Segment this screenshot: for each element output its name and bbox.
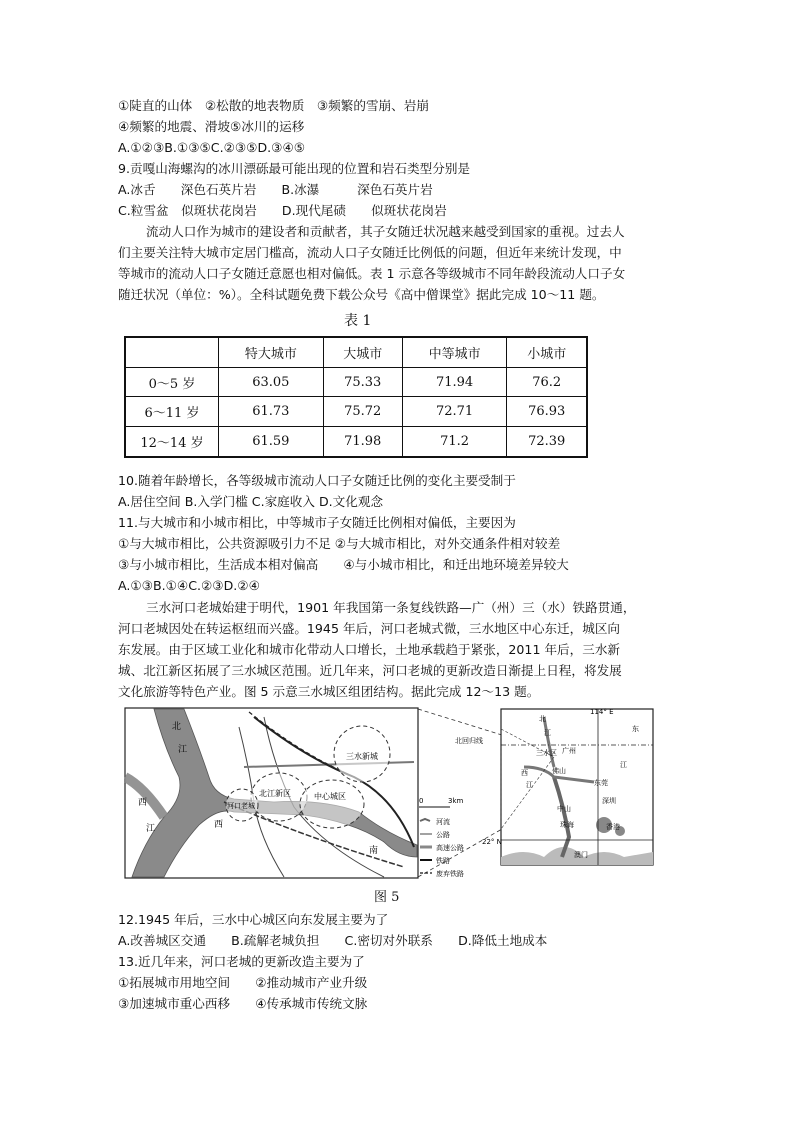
table-row (125, 427, 587, 457)
inset-place: 东莞 (594, 779, 608, 787)
table-cell: 0～5 岁 (125, 367, 219, 397)
label-beijiang-new: 北江新区 (259, 789, 291, 798)
inset-map-frame (501, 709, 653, 865)
q9-choices-line1: A.冰舌 深色石英片岩 B.冰瀑 深色石英片岩 (118, 182, 433, 197)
table-header-cell: 特大城市 (219, 337, 324, 367)
passage1-line2: 们主要关注特大城市定居门槛高，流动人口子女随迁比例低的问题，但近年来统计发现，中 (118, 245, 622, 260)
legend-river: 河流 (436, 818, 450, 826)
q8-choices: A.①②③B.①③⑤C.②③⑤D.③④⑤ (118, 140, 306, 155)
label-river-xi2-1: 西 (214, 820, 224, 830)
inset-place: 珠海 (560, 821, 574, 829)
table-cell: 12～14 岁 (125, 427, 219, 457)
table-cell: 76.2 (507, 367, 587, 397)
inset-place: 深圳 (602, 797, 616, 805)
q12-choices: A.改善城区交通 B.疏解老城负担 C.密切对外联系 D.降低土地成本 (118, 933, 548, 948)
inset-place: 佛山 (552, 767, 566, 775)
table-cell: 72.71 (402, 397, 507, 427)
table-cell: 6～11 岁 (125, 397, 219, 427)
table-cell: 75.72 (323, 397, 402, 427)
inset-river-label: 江 (620, 761, 627, 769)
inset-connector (418, 709, 502, 735)
legend (420, 817, 464, 878)
inset-lat-label: 22° N (482, 838, 502, 846)
scale-dist: 3km (448, 797, 464, 805)
table-header-cell (125, 337, 219, 367)
table-cell: 71.98 (323, 427, 402, 457)
table-header-cell: 中等城市 (402, 337, 507, 367)
q11-stem: 11.与大城市和小城市相比，中等城市子女随迁比例相对偏低，主要因为 (118, 515, 516, 530)
label-hekou-old: 河口老城 (227, 802, 255, 810)
table1 (124, 336, 588, 458)
figure5-map (124, 707, 659, 882)
table-cell: 76.93 (507, 397, 587, 427)
legend-abandoned: 废弃铁路 (436, 870, 464, 878)
label-river-xi-1: 西 (138, 798, 148, 808)
inset-place: 三水区 (536, 749, 557, 757)
label-river-xi2-2: 南 (369, 846, 379, 856)
scale-zero: 0 (419, 797, 424, 805)
inset-lon-label: 114° E (590, 708, 614, 716)
passage2-line3: 东发展。由于区域工业化和城市化带动人口增长，土地承载趋于紧张，2011 年后，三水新 (118, 642, 621, 657)
table-row (125, 367, 587, 397)
inset-river-label: 东 (632, 725, 639, 733)
inset-river-label: 西 (521, 769, 528, 777)
table-cell: 71.2 (402, 427, 507, 457)
legend-railway: 铁路 (436, 857, 450, 865)
q13-options-line2: ③加速城市重心西移 ④传承城市传统文脉 (118, 996, 368, 1011)
label-sanshui-new: 三水新城 (346, 752, 378, 761)
label-center: 中心城区 (314, 792, 346, 801)
q10-stem: 10.随着年龄增长，各等级城市流动人口子女随迁比例的变化主要受制于 (118, 473, 516, 488)
inset-place: 澳门 (574, 851, 588, 859)
inset-river-label: 江 (544, 729, 551, 737)
table1-caption: 表 1 (344, 313, 372, 329)
table-header-row (125, 337, 587, 367)
q13-stem: 13.近几年来，河口老城的更新改造主要为了 (118, 954, 365, 969)
legend-expressway: 高速公路 (436, 844, 464, 852)
table-cell: 61.73 (219, 397, 324, 427)
table-header-cell: 大城市 (323, 337, 402, 367)
q10-choices: A.居住空间 B.入学门槛 C.家庭收入 D.文化观念 (118, 494, 384, 509)
table-cell: 63.05 (219, 367, 324, 397)
passage2-line1: 三水河口老城始建于明代，1901 年我国第一条复线铁路—广（州）三（水）铁路贯通， (146, 600, 636, 615)
passage1-line1: 流动人口作为城市的建设者和贡献者，其子女随迁状况越来越受到国家的重视。过去人 (146, 224, 625, 239)
inset-river-label: 江 (526, 781, 533, 789)
table-cell: 71.94 (402, 367, 507, 397)
inset-place: 中山 (557, 805, 571, 813)
q11-choices: A.①③B.①④C.②③D.②④ (118, 578, 260, 593)
legend-river-swatch (420, 819, 430, 821)
inset-river-label: 北 (539, 715, 546, 723)
area-center (300, 780, 364, 828)
inset-tropic-label: 北回归线 (455, 737, 483, 745)
label-river-bei-1: 北 (172, 722, 182, 732)
figure5-caption: 图 5 (374, 890, 400, 905)
inset-place: 广州 (562, 747, 576, 755)
q8-options-line2: ④频繁的地震、滑坡⑤冰川的运移 (118, 119, 305, 134)
q12-stem: 12.1945 年后，三水中心城区向东发展主要为了 (118, 912, 389, 927)
table-row (125, 397, 587, 427)
passage1-line3: 等城市的流动人口子女随迁意愿也相对偏低。表 1 示意各等级城市不同年龄段流动人口子女 (118, 266, 626, 281)
inset-place: 香港 (606, 823, 620, 831)
q11-options-line2: ③与小城市相比，生活成本相对偏高 ④与小城市相比，和迁出地环境差异较大 (118, 557, 569, 572)
label-river-xi-2: 江 (146, 824, 156, 834)
table-cell: 75.33 (323, 367, 402, 397)
label-river-bei-2: 江 (178, 745, 188, 755)
passage1-line4: 随迁状况（单位：%）。全科试题免费下载公众号《高中僧课堂》据此完成 10～11 题。 (118, 287, 605, 302)
passage2-line2: 河口老城因处在转运枢纽而兴盛。1945 年后，河口老城式微，三水地区中心东迁，城区向 (118, 621, 621, 636)
q13-options-line1: ①拓展城市用地空间 ②推动城市产业升级 (118, 975, 368, 990)
table-header-cell: 小城市 (507, 337, 587, 367)
q9-stem: 9.贡嘎山海螺沟的冰川漂砾最可能出现的位置和岩石类型分别是 (118, 161, 471, 176)
q9-choices-line2: C.粒雪盆 似斑状花岗岩 D.现代尾碛 似斑状花岗岩 (118, 203, 447, 218)
legend-road: 公路 (436, 831, 450, 839)
passage2-line5: 文化旅游等特色产业。图 5 示意三水城区组团结构。据此完成 12～13 题。 (118, 684, 540, 699)
table-cell: 61.59 (219, 427, 324, 457)
q11-options-line1: ①与大城市相比，公共资源吸引力不足 ②与大城市相比，对外交通条件相对较差 (118, 536, 561, 551)
table-cell: 72.39 (507, 427, 587, 457)
q8-options-line1: ①陡直的山体 ②松散的地表物质 ③频繁的雪崩、岩崩 (118, 98, 429, 113)
passage2-line4: 城、北江新区拓展了三水城区范围。近几年来，河口老城的更新改造日渐提上日程，将发展 (118, 663, 622, 678)
